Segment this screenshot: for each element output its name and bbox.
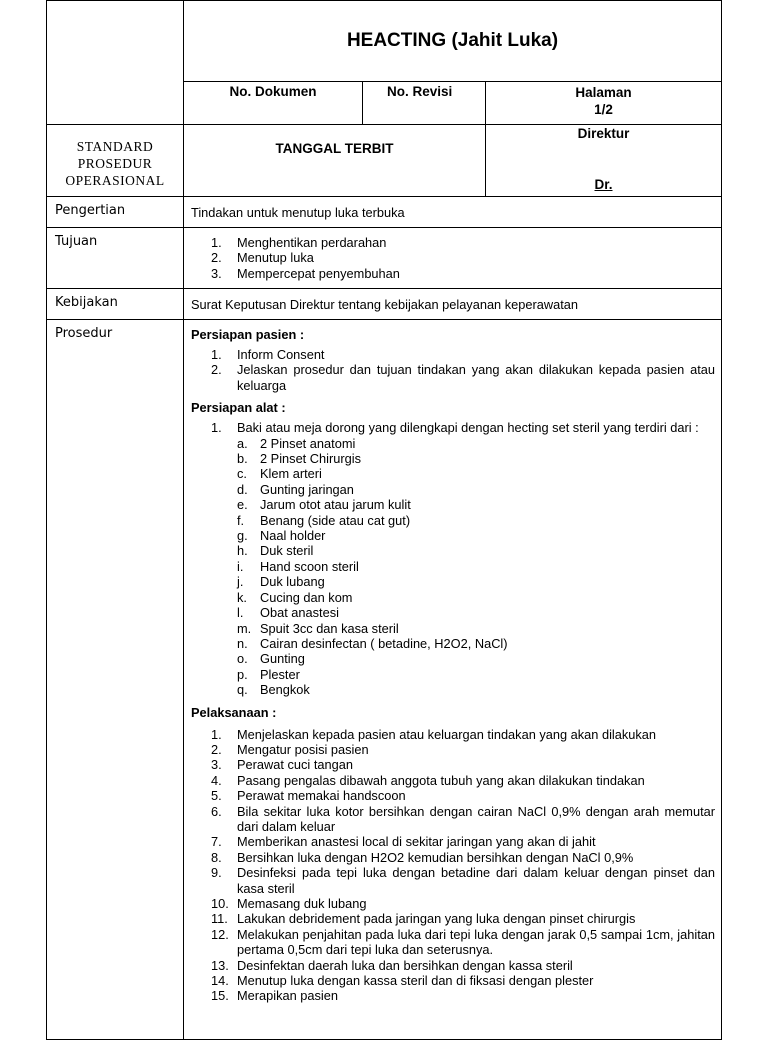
persiapan-pasien-title: Persiapan pasien : (191, 327, 305, 342)
list-item: 3. Mempercepat penyembuhan (211, 265, 400, 281)
tanggal-terbit-cell (184, 125, 486, 197)
list-item: 15. Merapikan pasien (211, 988, 339, 1004)
pengertian-text: Tindakan untuk menutup luka terbuka (191, 205, 405, 220)
list-item: f. Benang (side atau cat gut) (237, 512, 411, 528)
list-item: 10. Memasang duk lubang (211, 896, 367, 911)
tujuan-content (184, 228, 722, 289)
alat-sublist (237, 436, 715, 698)
tujuan-list (191, 235, 715, 281)
list-item: d. Gunting jaringan (237, 481, 354, 497)
prosedur-label: Prosedur (55, 326, 113, 341)
pengertian-label-cell (47, 197, 184, 228)
direktur-label: Direktur (577, 126, 630, 141)
list-item: m. Spuit 3cc dan kasa steril (237, 620, 399, 636)
list-item: 2. Mengatur posisi pasien (211, 741, 369, 757)
list-item: 5. Perawat memakai handscoon (211, 788, 406, 804)
sop-label-line-2: PROSEDUR (77, 156, 153, 171)
persiapan-pasien-list (191, 347, 715, 393)
list-item: 13. Desinfektan daerah luka dan bersihkan dengan kassa steril (211, 957, 573, 973)
kebijakan-content (184, 289, 722, 320)
list-item: 9. Desinfeksi pada tepi luka dengan betadine dari dalam keluar dengan pinset dan kasa steril (211, 865, 716, 896)
list-item: h. Duk steril (237, 543, 314, 559)
list-item: l. Obat anastesi (237, 605, 339, 621)
list-item: 8. Bersihkan luka dengan H2O2 kemudian bersihkan dengan NaCl 0,9% (211, 849, 634, 865)
direktur-cell (486, 125, 722, 197)
list-item: o. Gunting (237, 651, 305, 667)
list-item: e. Jarum otot atau jarum kulit (237, 497, 411, 513)
list-item: c. Klem arteri (237, 466, 322, 482)
direktur-name: Dr. (594, 177, 613, 192)
list-item: 1. Menjelaskan kepada pasien atau keluargan tindakan yang akan dilakukan (211, 726, 657, 742)
document-title: HEACTING (Jahit Luka) (346, 30, 559, 51)
sop-label-cell (47, 125, 184, 197)
list-item: a. 2 Pinset anatomi (237, 435, 356, 451)
document-title-cell (184, 1, 722, 82)
sop-label-line-3: OPERASIONAL (65, 173, 165, 188)
kebijakan-label: Kebijakan (55, 295, 118, 310)
sop-table (46, 0, 722, 1040)
no-dokumen-cell (184, 82, 363, 125)
halaman-value: 1/2 (594, 102, 613, 117)
list-item: j. Duk lubang (237, 574, 325, 590)
no-revisi-label: No. Revisi (387, 84, 453, 99)
no-dokumen-label: No. Dokumen (229, 84, 317, 99)
tanggal-terbit-label: TANGGAL TERBIT (275, 141, 394, 156)
list-item: 2. Menutup luka (211, 250, 314, 266)
halaman-cell (486, 82, 722, 125)
tujuan-label-cell (47, 228, 184, 289)
list-item: g. Naal holder (237, 528, 326, 544)
list-item: 7. Memberikan anastesi local di sekitar jaringan yang akan di jahit (211, 834, 596, 850)
prosedur-label-cell (47, 320, 184, 1040)
list-item: p. Plester (237, 666, 300, 682)
list-item: n. Cairan desinfectan ( betadine, H2O2, NaCl) (237, 635, 508, 651)
persiapan-alat-title: Persiapan alat : (191, 400, 286, 416)
list-item: q. Bengkok (237, 682, 310, 698)
list-item: 4. Pasang pengalas dibawah anggota tubuh yang akan dilakukan tindakan (211, 772, 645, 788)
list-item: 14. Menutup luka dengan kassa steril dan di fiksasi dengan plester (211, 973, 594, 989)
no-revisi-cell (363, 82, 486, 125)
list-item: 1. Baki atau meja dorong yang dilengkapi dengan hecting set steril yang terdiri dari : a. 2 Pinset anatomi b. 2 Pinset Chirurgis c. Klem arteri d. Gunting jaringan e. Jarum otot atau jarum kulit f. Benang (side atau cat gut) g. Naal holder h. Duk steril i. Hand scoon steril j. Duk lubang k. Cucing dan kom l. Obat anastesi m. Spuit 3cc dan kasa steril n. Cairan desinfectan ( betadine, H2O2, NaCl) o. Gunting p. Plester q. Bengkok (191, 420, 715, 697)
pelaksanaan-title: Pelaksanaan : (191, 704, 277, 720)
pelaksanaan-list (191, 727, 715, 1004)
pengertian-content (184, 197, 722, 228)
kebijakan-text: Surat Keputusan Direktur tentang kebijakan pelayanan keperawatan (191, 297, 579, 312)
persiapan-alat-list (191, 420, 715, 697)
list-item: 12. Melakukan penjahitan pada luka dari tepi luka dengan jarak 0,5 sampai 1cm, jahitan pertama 0,5cm dari tepi luka dan seterusnya. (211, 926, 716, 958)
list-item: 6. Bila sekitar luka kotor bersihkan dengan cairan NaCl 0,9% dengan arah memutar dari dalam keluar (211, 803, 716, 834)
list-item: 1. Inform Consent (211, 347, 325, 362)
list-item: 3. Perawat cuci tangan (211, 757, 353, 773)
list-item: i. Hand scoon steril (237, 558, 359, 574)
prosedur-content (184, 320, 722, 1040)
halaman-label: Halaman (575, 85, 632, 100)
list-item: 2. Jelaskan prosedur dan tujuan tindakan yang akan dilakukan kepada pasien atau keluarga (211, 362, 716, 393)
list-item: k. Cucing dan kom (237, 589, 353, 605)
tujuan-label: Tujuan (55, 234, 98, 249)
list-item: b. 2 Pinset Chirurgis (237, 451, 361, 467)
list-item: 1. Menghentikan perdarahan (211, 235, 387, 250)
logo-cell (47, 1, 184, 125)
sop-label-line-1: STANDARD (76, 139, 154, 154)
pengertian-label: Pengertian (55, 203, 126, 218)
kebijakan-label-cell (47, 289, 184, 320)
list-item: 11. Lakukan debridement pada jaringan yang luka dengan pinset chirurgis (211, 911, 636, 927)
